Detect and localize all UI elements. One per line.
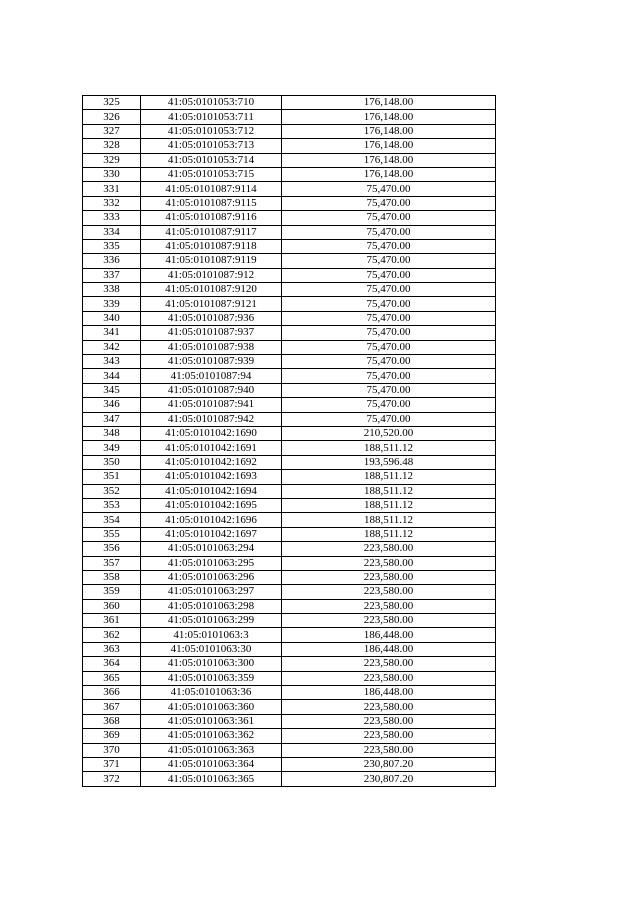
value-cell: 75,470.00 [282,283,496,297]
cadastral-number-cell: 41:05:0101087:912 [141,268,282,282]
cadastral-number-cell: 41:05:0101042:1697 [141,527,282,541]
cadastral-number-cell: 41:05:0101087:9117 [141,225,282,239]
cadastral-number-cell: 41:05:0101087:9115 [141,196,282,210]
row-number-cell: 328 [83,139,141,153]
row-number-cell: 350 [83,455,141,469]
value-cell: 223,580.00 [282,556,496,570]
value-cell: 75,470.00 [282,311,496,325]
cadastral-number-cell: 41:05:0101063:30 [141,642,282,656]
row-number-cell: 336 [83,254,141,268]
value-cell: 75,470.00 [282,225,496,239]
table-row [83,297,496,311]
row-number-cell: 371 [83,757,141,771]
row-number-cell: 366 [83,686,141,700]
value-cell: 223,580.00 [282,671,496,685]
table-row [83,153,496,167]
row-number-cell: 331 [83,182,141,196]
table-row [83,441,496,455]
table-row [83,268,496,282]
cadastral-number-cell: 41:05:0101063:296 [141,570,282,584]
value-cell: 75,470.00 [282,326,496,340]
value-cell: 186,448.00 [282,628,496,642]
cadastral-number-cell: 41:05:0101053:715 [141,167,282,181]
value-cell: 176,148.00 [282,167,496,181]
cadastral-number-cell: 41:05:0101087:937 [141,326,282,340]
cadastral-number-cell: 41:05:0101087:9119 [141,254,282,268]
table-row [83,110,496,124]
table-row [83,743,496,757]
value-cell: 75,470.00 [282,383,496,397]
cadastral-number-cell: 41:05:0101042:1694 [141,484,282,498]
cadastral-number-cell: 41:05:0101087:938 [141,340,282,354]
value-cell: 223,580.00 [282,657,496,671]
row-number-cell: 339 [83,297,141,311]
value-cell: 75,470.00 [282,340,496,354]
value-cell: 176,148.00 [282,139,496,153]
row-number-cell: 340 [83,311,141,325]
row-number-cell: 353 [83,498,141,512]
row-number-cell: 356 [83,542,141,556]
cadastral-number-cell: 41:05:0101053:711 [141,110,282,124]
row-number-cell: 330 [83,167,141,181]
cadastral-number-cell: 41:05:0101087:941 [141,398,282,412]
value-cell: 75,470.00 [282,196,496,210]
cadastral-number-cell: 41:05:0101063:300 [141,657,282,671]
cadastral-number-cell: 41:05:0101063:294 [141,542,282,556]
row-number-cell: 358 [83,570,141,584]
value-cell: 75,470.00 [282,239,496,253]
cadastral-number-cell: 41:05:0101053:714 [141,153,282,167]
cadastral-number-cell: 41:05:0101087:9116 [141,211,282,225]
cadastral-number-cell: 41:05:0101087:936 [141,311,282,325]
table-row [83,599,496,613]
table-row [83,211,496,225]
row-number-cell: 347 [83,412,141,426]
value-cell: 188,511.12 [282,513,496,527]
table-row [83,383,496,397]
row-number-cell: 349 [83,441,141,455]
value-cell: 188,511.12 [282,441,496,455]
cadastral-number-cell: 41:05:0101053:712 [141,124,282,138]
cadastral-number-cell: 41:05:0101042:1696 [141,513,282,527]
row-number-cell: 342 [83,340,141,354]
table-row [83,398,496,412]
row-number-cell: 362 [83,628,141,642]
row-number-cell: 334 [83,225,141,239]
row-number-cell: 367 [83,700,141,714]
cadastral-number-cell: 41:05:0101063:362 [141,729,282,743]
table-row [83,340,496,354]
table-row [83,225,496,239]
table-row [83,542,496,556]
cadastral-number-cell: 41:05:0101063:295 [141,556,282,570]
value-cell: 223,580.00 [282,570,496,584]
row-number-cell: 365 [83,671,141,685]
cadastral-number-cell: 41:05:0101063:364 [141,757,282,771]
row-number-cell: 329 [83,153,141,167]
value-cell: 186,448.00 [282,642,496,656]
row-number-cell: 354 [83,513,141,527]
value-cell: 193,596.48 [282,455,496,469]
table-row [83,369,496,383]
row-number-cell: 352 [83,484,141,498]
row-number-cell: 326 [83,110,141,124]
table-row [83,513,496,527]
table-row [83,326,496,340]
cadastral-number-cell: 41:05:0101063:363 [141,743,282,757]
row-number-cell: 327 [83,124,141,138]
cadastral-number-cell: 41:05:0101042:1695 [141,498,282,512]
table-row [83,585,496,599]
value-cell: 188,511.12 [282,470,496,484]
value-cell: 223,580.00 [282,542,496,556]
row-number-cell: 341 [83,326,141,340]
row-number-cell: 344 [83,369,141,383]
table-row [83,470,496,484]
value-cell: 75,470.00 [282,211,496,225]
value-cell: 230,807.20 [282,757,496,771]
table-row [83,239,496,253]
value-cell: 230,807.20 [282,772,496,786]
value-cell: 223,580.00 [282,614,496,628]
row-number-cell: 369 [83,729,141,743]
table-row [83,96,496,110]
cadastral-number-cell: 41:05:0101042:1692 [141,455,282,469]
value-cell: 223,580.00 [282,599,496,613]
value-cell: 188,511.12 [282,527,496,541]
table-row [83,412,496,426]
value-cell: 188,511.12 [282,484,496,498]
cadastral-number-cell: 41:05:0101042:1690 [141,426,282,440]
cadastral-number-cell: 41:05:0101042:1693 [141,470,282,484]
cadastral-number-cell: 41:05:0101063:361 [141,714,282,728]
row-number-cell: 360 [83,599,141,613]
value-cell: 223,580.00 [282,729,496,743]
value-cell: 75,470.00 [282,297,496,311]
row-number-cell: 357 [83,556,141,570]
row-number-cell: 351 [83,470,141,484]
row-number-cell: 346 [83,398,141,412]
table-row [83,714,496,728]
row-number-cell: 372 [83,772,141,786]
cadastral-number-cell: 41:05:0101087:939 [141,355,282,369]
table-row [83,700,496,714]
table-row [83,455,496,469]
value-cell: 75,470.00 [282,398,496,412]
table-row [83,671,496,685]
cadastral-number-cell: 41:05:0101087:9118 [141,239,282,253]
table-row [83,614,496,628]
cadastral-number-cell: 41:05:0101053:710 [141,96,282,110]
row-number-cell: 345 [83,383,141,397]
value-cell: 75,470.00 [282,369,496,383]
value-cell: 223,580.00 [282,714,496,728]
cadastral-number-cell: 41:05:0101063:365 [141,772,282,786]
table-row [83,283,496,297]
value-cell: 176,148.00 [282,124,496,138]
cadastral-number-cell: 41:05:0101087:94 [141,369,282,383]
cadastral-number-cell: 41:05:0101087:940 [141,383,282,397]
cadastral-number-cell: 41:05:0101087:9121 [141,297,282,311]
table-row [83,124,496,138]
cadastral-number-cell: 41:05:0101063:297 [141,585,282,599]
row-number-cell: 361 [83,614,141,628]
table-row [83,167,496,181]
value-cell: 223,580.00 [282,743,496,757]
cadastral-number-cell: 41:05:0101087:9114 [141,182,282,196]
value-cell: 223,580.00 [282,700,496,714]
table-body [83,96,496,787]
cadastral-number-cell: 41:05:0101053:713 [141,139,282,153]
row-number-cell: 359 [83,585,141,599]
value-cell: 75,470.00 [282,268,496,282]
value-cell: 176,148.00 [282,110,496,124]
value-cell: 210,520.00 [282,426,496,440]
table-row [83,729,496,743]
table-row [83,196,496,210]
table-row [83,139,496,153]
cadastral-number-cell: 41:05:0101063:360 [141,700,282,714]
table-row [83,355,496,369]
row-number-cell: 364 [83,657,141,671]
cadastral-number-cell: 41:05:0101063:36 [141,686,282,700]
cadastral-number-cell: 41:05:0101063:298 [141,599,282,613]
cadastral-number-cell: 41:05:0101063:299 [141,614,282,628]
table-row [83,757,496,771]
table-row [83,772,496,786]
value-cell: 75,470.00 [282,355,496,369]
row-number-cell: 332 [83,196,141,210]
value-cell: 75,470.00 [282,182,496,196]
cadastral-number-cell: 41:05:0101063:359 [141,671,282,685]
table-row [83,426,496,440]
row-number-cell: 370 [83,743,141,757]
table-row [83,642,496,656]
row-number-cell: 325 [83,96,141,110]
row-number-cell: 337 [83,268,141,282]
table-row [83,570,496,584]
value-cell: 186,448.00 [282,686,496,700]
value-cell: 176,148.00 [282,96,496,110]
cadastral-number-cell: 41:05:0101087:9120 [141,283,282,297]
cadastral-number-cell: 41:05:0101087:942 [141,412,282,426]
row-number-cell: 368 [83,714,141,728]
row-number-cell: 355 [83,527,141,541]
value-cell: 223,580.00 [282,585,496,599]
value-cell: 75,470.00 [282,412,496,426]
table-row [83,657,496,671]
cadastral-number-cell: 41:05:0101063:3 [141,628,282,642]
table-row [83,182,496,196]
table-row [83,484,496,498]
table-row [83,628,496,642]
row-number-cell: 335 [83,239,141,253]
row-number-cell: 333 [83,211,141,225]
table-row [83,498,496,512]
table-row [83,556,496,570]
row-number-cell: 338 [83,283,141,297]
row-number-cell: 363 [83,642,141,656]
value-cell: 188,511.12 [282,498,496,512]
value-cell: 176,148.00 [282,153,496,167]
value-cell: 75,470.00 [282,254,496,268]
cadastral-value-table [82,95,496,787]
table-row [83,686,496,700]
row-number-cell: 348 [83,426,141,440]
row-number-cell: 343 [83,355,141,369]
table-row [83,527,496,541]
table-row [83,254,496,268]
cadastral-number-cell: 41:05:0101042:1691 [141,441,282,455]
table-row [83,311,496,325]
